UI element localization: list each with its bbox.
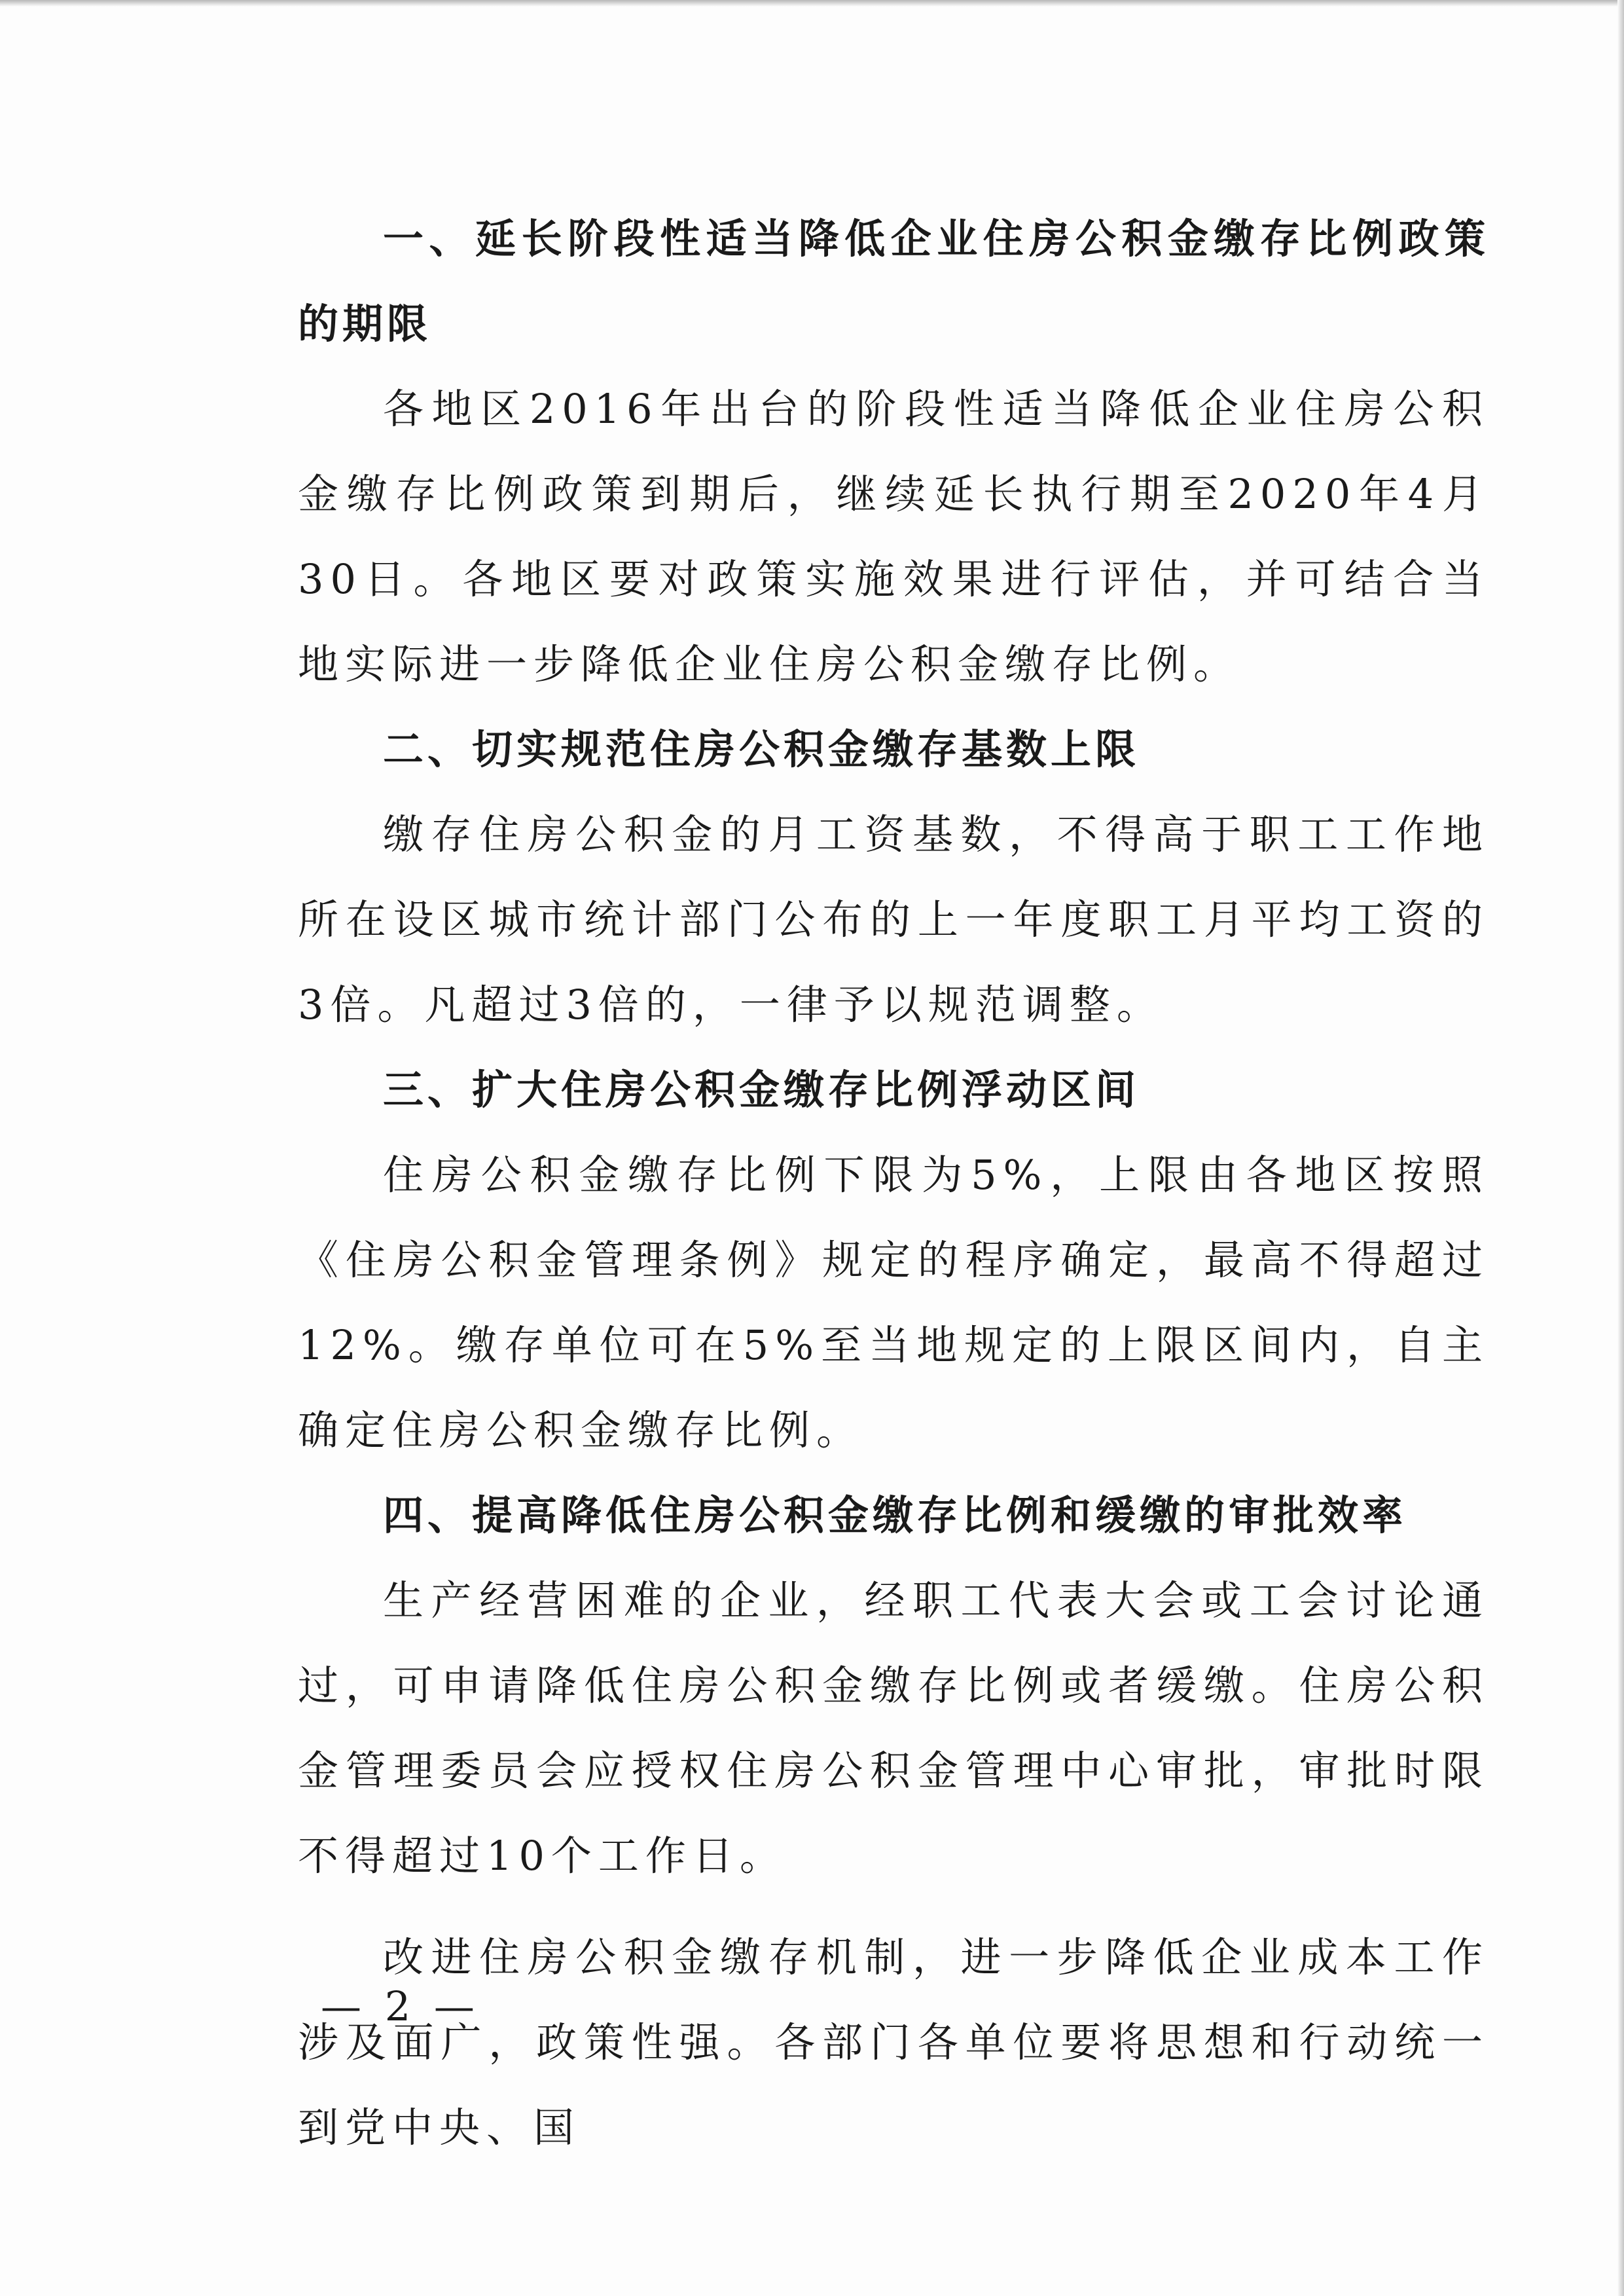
page-number: — 2 — xyxy=(321,1982,480,2030)
section-heading-1: 一、延长阶段性适当降低企业住房公积金缴存比例政策的期限 xyxy=(298,215,1489,348)
section-heading-2: 二、切实规范住房公积金缴存基数上限 xyxy=(383,725,1140,773)
section-heading-4: 四、提高降低住房公积金缴存比例和缓缴的审批效率 xyxy=(383,1491,1407,1539)
section-heading-3: 三、扩大住房公积金缴存比例浮动区间 xyxy=(383,1066,1140,1114)
scan-edge-right xyxy=(1617,0,1624,2296)
section-paragraph-1: 各地区2016年出台的阶段性适当降低企业住房公积金缴存比例政策到期后，继续延长执行期至2020年4月30日。各地区要对政策实施效果进行评估，并可结合当地实际进一步降低企业住房公积金缴存比例。 xyxy=(298,385,1489,688)
section-paragraph-2: 缴存住房公积金的月工资基数，不得高于职工工作地所在设区城市统计部门公布的上一年度职工月平均工资的3倍。凡超过3倍的，一律予以规范调整。 xyxy=(298,811,1489,1029)
section-paragraph-4: 生产经营困难的企业，经职工代表大会或工会讨论通过，可申请降低住房公积金缴存比例或者缓缴。住房公积金管理委员会应授权住房公积金管理中心审批，审批时限不得超过10个工作日。 xyxy=(298,1576,1489,1880)
scan-edge-top xyxy=(0,0,1624,7)
section-paragraph-3: 住房公积金缴存比例下限为5%，上限由各地区按照《住房公积金管理条例》规定的程序确定，最高不得超过12%。缴存单位可在5%至当地规定的上限区间内，自主确定住房公积金缴存比例。 xyxy=(298,1151,1489,1454)
closing-paragraph: 改进住房公积金缴存机制，进一步降低企业成本工作涉及面广，政策性强。各部门各单位要将思想和行动统一到党中央、国 xyxy=(298,1933,1489,2151)
document-body xyxy=(298,196,1489,2170)
